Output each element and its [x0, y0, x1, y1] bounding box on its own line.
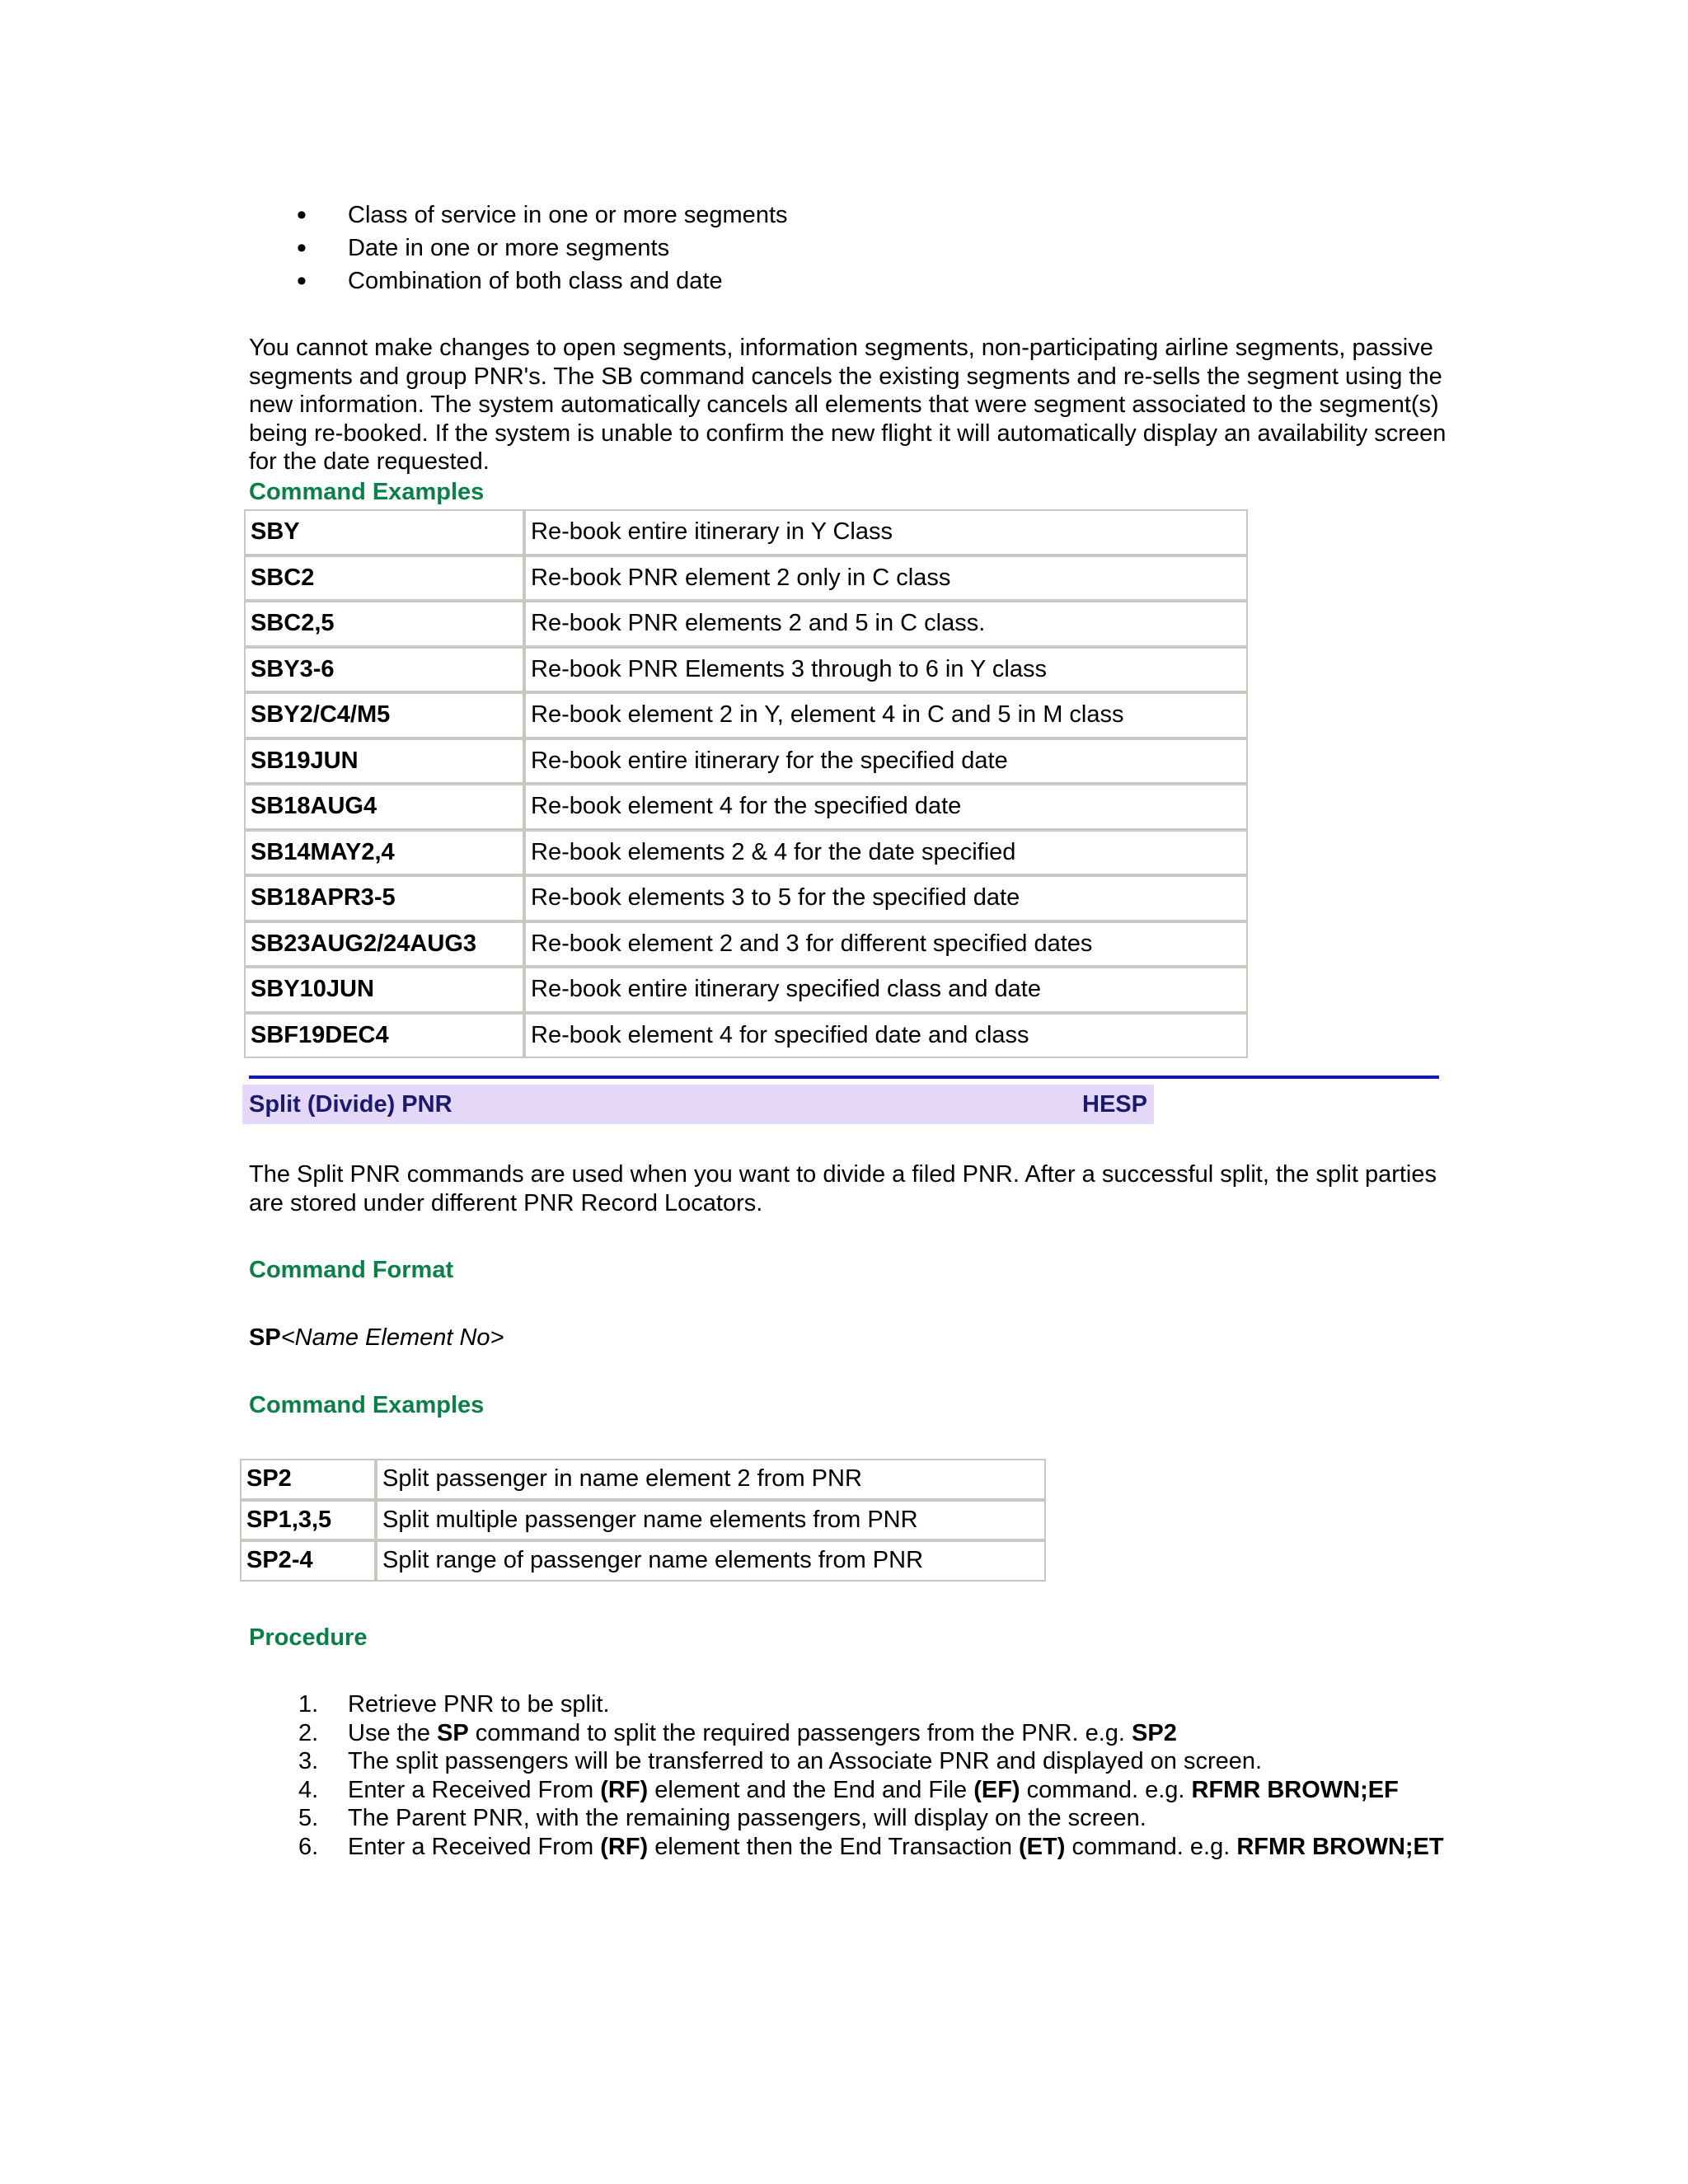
rebook-command-table [244, 509, 1248, 1058]
bullet-item: • Class of service in one or more segments [249, 199, 788, 232]
table-row [244, 601, 1248, 647]
step-number: 6. [298, 1833, 319, 1860]
bullet-item: • Date in one or more segments [249, 232, 788, 265]
description-cell: Re-book PNR elements 2 and 5 in C class. [524, 601, 1248, 647]
table-row [244, 555, 1248, 602]
table-row [244, 738, 1248, 785]
step-number: 3. [298, 1748, 319, 1774]
step-text: element and the End and File [648, 1776, 974, 1803]
bullet-item: • Combination of both class and date [249, 265, 788, 298]
command-cell: SP2 [240, 1459, 376, 1500]
step-number: 4. [298, 1776, 319, 1803]
step-text: Use the [348, 1719, 437, 1746]
split-examples-heading: Command Examples [249, 1392, 485, 1418]
rebook-examples-heading: Command Examples [249, 479, 485, 505]
procedure-step [249, 1776, 1452, 1805]
table-row [244, 692, 1248, 738]
command-cell: SB18AUG4 [244, 784, 524, 830]
description-cell: Re-book element 4 for specified date and class [524, 1013, 1248, 1059]
command-cell: SB18APR3-5 [244, 875, 524, 921]
description-cell: Split multiple passenger name elements from PNR [376, 1500, 1046, 1541]
split-section-code: HESP [1082, 1091, 1147, 1118]
command-cell: SBY3-6 [244, 647, 524, 693]
format-command: SP [249, 1324, 281, 1351]
step-text: The Parent PNR, with the remaining passengers, will display on the screen. [348, 1805, 1146, 1831]
split-section-title: Split (Divide) PNR [249, 1091, 452, 1118]
command-cell: SP2-4 [240, 1540, 376, 1582]
step-command: (RF) [600, 1776, 649, 1803]
split-description: The Split PNR commands are used when you want to divide a filed PNR. After a successful split, the split parties are stored under different PNR Record Locators. [249, 1161, 1437, 1216]
bullet-list [249, 199, 788, 298]
table-row [244, 875, 1248, 921]
step-command: SP2 [1132, 1719, 1177, 1746]
table-row [244, 967, 1248, 1013]
format-argument: <Name Element No> [280, 1324, 504, 1351]
table-row [244, 784, 1248, 830]
intro-paragraph: You cannot make changes to open segments, information segments, non-participating airline segments, passive segments and group PNR's. The SB command cancels the existing segments and re-sells the segment using the new information. The system automatically cancels all elements that were segment associated to the segment(s) being re-booked. If the system is unable to confirm the new flight it will automatically display an availability screen for the date requested. [249, 335, 1447, 475]
procedure-heading: Procedure [249, 1624, 368, 1651]
step-number: 1. [298, 1691, 319, 1718]
split-command-table [240, 1459, 1046, 1582]
step-text: The split passengers will be transferred to an Associate PNR and displayed on screen. [348, 1748, 1263, 1774]
command-cell: SBY10JUN [244, 967, 524, 1013]
split-section-header [242, 1085, 1154, 1124]
table-row [244, 830, 1248, 876]
description-cell: Split passenger in name element 2 from PNR [376, 1459, 1046, 1500]
step-text: Enter a Received From [348, 1833, 601, 1860]
command-format-line [249, 1324, 504, 1352]
table-row [240, 1459, 1046, 1500]
procedure-step [249, 1833, 1452, 1862]
command-cell: SB23AUG2/24AUG3 [244, 921, 524, 968]
command-cell: SBY [244, 509, 524, 555]
section-divider [249, 1076, 1439, 1079]
step-number: 5. [298, 1805, 319, 1831]
command-cell: SBF19DEC4 [244, 1013, 524, 1059]
step-text: Retrieve PNR to be split. [348, 1691, 610, 1718]
step-command: (EF) [973, 1776, 1020, 1803]
step-command: RFMR BROWN;ET [1236, 1833, 1444, 1860]
step-text: command to split the required passengers from the PNR. e.g. [468, 1719, 1132, 1746]
table-row [240, 1500, 1046, 1541]
description-cell: Re-book entire itinerary in Y Class [524, 509, 1248, 555]
procedure-step [249, 1804, 1452, 1833]
command-cell: SBC2 [244, 555, 524, 602]
command-cell: SBC2,5 [244, 601, 524, 647]
table-row [244, 509, 1248, 555]
procedure-step [249, 1719, 1452, 1748]
procedure-step [249, 1690, 1452, 1719]
description-cell: Re-book entire itinerary specified class and date [524, 967, 1248, 1013]
step-number: 2. [298, 1719, 319, 1746]
table-row [240, 1540, 1046, 1582]
command-cell: SBY2/C4/M5 [244, 692, 524, 738]
description-cell: Re-book PNR element 2 only in C class [524, 555, 1248, 602]
description-cell: Re-book element 4 for the specified date [524, 784, 1248, 830]
description-cell: Split range of passenger name elements from PNR [376, 1540, 1046, 1582]
command-format-heading: Command Format [249, 1257, 454, 1283]
command-cell: SP1,3,5 [240, 1500, 376, 1541]
command-cell: SB19JUN [244, 738, 524, 785]
step-text: element then the End Transaction [648, 1833, 1020, 1860]
description-cell: Re-book PNR Elements 3 through to 6 in Y class [524, 647, 1248, 693]
description-cell: Re-book element 2 in Y, element 4 in C and 5 in M class [524, 692, 1248, 738]
step-command: (RF) [600, 1833, 649, 1860]
command-cell: SB14MAY2,4 [244, 830, 524, 876]
step-command: SP [437, 1719, 469, 1746]
description-cell: Re-book entire itinerary for the specified date [524, 738, 1248, 785]
step-text: Enter a Received From [348, 1776, 601, 1803]
step-command: RFMR BROWN;EF [1191, 1776, 1399, 1803]
step-command: (ET) [1019, 1833, 1066, 1860]
procedure-step [249, 1747, 1452, 1776]
description-cell: Re-book elements 3 to 5 for the specified date [524, 875, 1248, 921]
step-text: command. e.g. [1065, 1833, 1237, 1860]
table-row [244, 647, 1248, 693]
description-cell: Re-book elements 2 & 4 for the date specified [524, 830, 1248, 876]
procedure-steps [249, 1690, 1452, 1861]
table-row [244, 1013, 1248, 1059]
step-text: command. e.g. [1020, 1776, 1192, 1803]
description-cell: Re-book element 2 and 3 for different specified dates [524, 921, 1248, 968]
table-row [244, 921, 1248, 968]
